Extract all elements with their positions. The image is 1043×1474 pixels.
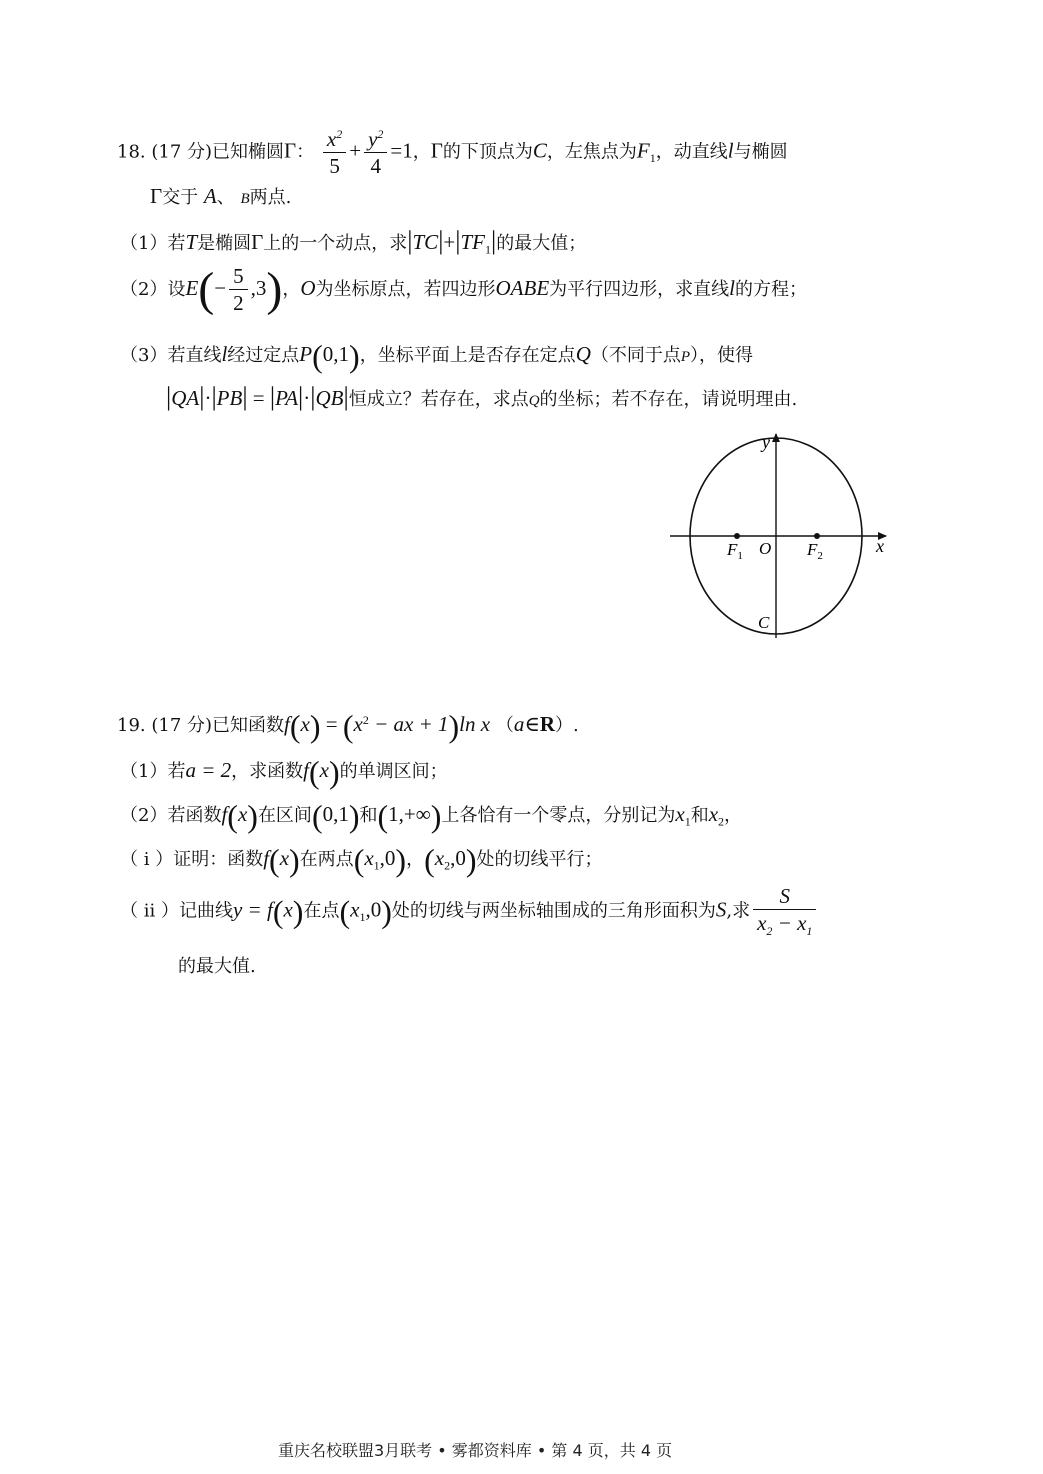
frac2-den: 4: [370, 154, 381, 178]
o-label: O: [759, 539, 772, 558]
stem-text: 是椭圆: [197, 233, 252, 254]
func-f: f: [303, 758, 309, 782]
func-f: f: [263, 846, 270, 870]
gamma-symbol: Γ: [150, 184, 163, 208]
q19-number: 19. (17 分)已知函数: [117, 715, 285, 736]
stem-text: 两点.: [249, 187, 292, 208]
stem-text: 的方程；: [735, 279, 808, 300]
point-p: P: [299, 342, 313, 366]
q18-part3: （3）若直线l经过定点P(0,1)，坐标平面上是否存在定点Q（不同于点P），使得: [120, 338, 754, 374]
part-label: （2）若函数: [120, 805, 222, 826]
fraction-x2-over-5: $\frac{x^2}{5}$: [323, 128, 346, 177]
line-l: l: [729, 276, 736, 300]
stem-text: 在两点: [299, 849, 354, 870]
segment-pa: PA: [275, 386, 299, 410]
segment-tf1: TF: [460, 230, 485, 254]
stem-text: （不同于点: [590, 345, 681, 366]
fraction-s-over-dx: [753, 886, 816, 937]
x2: x: [708, 802, 719, 826]
stem-text: ），使得: [690, 345, 754, 366]
segment-qb: QB: [315, 386, 344, 410]
segment-qa: QA: [171, 386, 200, 410]
q19-part-ii: （ ii ）记曲线y = f(x)在点$(x_1,0)$处的切线与两坐标轴围成的三角形面积为S,求 $\frac{S}{x_2 - x_1}$: [120, 886, 819, 937]
q19-part-ii-line2: [178, 958, 256, 976]
stem-text: 上的一个动点，求: [263, 233, 408, 254]
ellipse-figure: [660, 428, 900, 648]
poly-tail: − ax + 1: [368, 712, 449, 736]
gamma-symbol: Γ: [430, 138, 443, 163]
c-label: C: [758, 613, 770, 632]
reals-r: R: [539, 712, 556, 736]
a-equals-2: a = 2: [185, 758, 232, 782]
part-label: （1）若: [120, 233, 186, 254]
q18-stem-line: 18. (17 分)已知椭圆Γ： $\frac{x^2}{5}$ + $\frac{y^2}{4}$ =1，Γ的下顶点为C，左焦点为$F_1$，动直线l与椭圆: [117, 127, 788, 178]
stem-text: 交于: [162, 187, 199, 208]
zero-coord: ,0: [450, 846, 466, 870]
point-e: E: [185, 276, 199, 300]
q18-part3-line2: |QA|·|PB| = |PA|·|QB|恒成立？若存在，求点Q的坐标；若不存在，请说明理由.: [166, 382, 798, 411]
frac1-num: x: [326, 127, 337, 151]
f2-point: [814, 533, 820, 539]
stem-text: 处的切线与两坐标轴围成的三角形面积为: [391, 900, 716, 922]
stem-text: 处的切线平行；: [476, 849, 603, 870]
interval-1: 0,1: [322, 802, 349, 826]
ln-x: ln x: [459, 712, 491, 736]
equals-one: =1: [390, 138, 413, 163]
stem-text: 恒成立？若存在，求点: [348, 389, 529, 410]
stem-text: 和: [359, 805, 378, 826]
q19-part1: （1）若a = 2，求函数f(x)的单调区间；: [120, 754, 448, 790]
fraction-y2-over-4: $\frac{y^2}{4}$: [364, 128, 387, 177]
x2: x: [434, 846, 445, 870]
f1-point: [734, 533, 740, 539]
s-num: S: [753, 886, 816, 910]
stem-text: ，: [724, 805, 743, 826]
func-f: f: [266, 897, 273, 922]
stem-text: ，求函数: [231, 761, 304, 782]
var-x: x: [319, 758, 329, 782]
var-a: a: [513, 712, 525, 736]
fraction-5-over-2: [229, 266, 248, 314]
stem-text: 的最大值.: [178, 956, 256, 977]
stem-text: 上各恰有一个零点，分别记为: [441, 805, 676, 826]
paren-close: ）.: [555, 715, 579, 736]
stem-text: 的坐标；若不存在，请说明理由.: [539, 389, 798, 410]
x1: x: [675, 802, 685, 826]
point-b: B: [240, 191, 250, 207]
x1: x: [364, 846, 374, 870]
var-x: x: [283, 897, 293, 922]
gamma-symbol: Γ: [284, 138, 297, 163]
y-label: y: [762, 432, 770, 452]
line-l: l: [727, 138, 734, 163]
interval-2: 1,+∞: [388, 802, 431, 826]
f2-label: $F_2$: [807, 540, 823, 562]
stem-text: 和: [690, 805, 709, 826]
x2-minus-x1: $x_2 - x_1$: [757, 911, 813, 939]
point-a: A: [203, 184, 217, 208]
stem-text: ，动直线: [655, 141, 728, 163]
x1: x: [350, 897, 360, 922]
stem-text: ，左焦点为: [546, 141, 637, 163]
line-l: l: [221, 342, 228, 366]
point-t: T: [185, 230, 198, 254]
q19-part2: （2）若函数f(x)在区间(0,1)和(1,+∞)上各恰有一个零点，分别记为$x_1$和$x_2$，: [120, 798, 743, 834]
func-f: f: [284, 712, 290, 736]
paren-open: （: [495, 715, 514, 736]
stem-text: 在点: [303, 900, 340, 922]
stem-text: 、: [216, 187, 235, 208]
stem-text: 在区间: [257, 805, 312, 826]
q18-part1: （1）若T是椭圆Γ上的一个动点，求$|TC|+|TF_1|$的最大值；: [120, 226, 587, 257]
zero-coord: ,0: [365, 897, 382, 922]
zero-coord: ,0: [379, 846, 396, 870]
stem-text: 经过定点: [227, 345, 300, 366]
e-num: 5: [229, 266, 248, 290]
stem-text: 的下顶点为: [442, 141, 533, 163]
segment-pb: PB: [216, 386, 243, 410]
e-den: 2: [233, 291, 244, 315]
q19-part-i: （ i ）证明：函数f(x)在两点$(x_1,0)$，$(x_2,0)$处的切线平行；: [120, 842, 603, 878]
stem-text: ，: [406, 849, 425, 870]
p-coord: 0,1: [322, 342, 350, 366]
q18-stem-line2: [150, 186, 291, 207]
frac2-num: y: [368, 127, 378, 151]
stem-text: ，: [282, 279, 301, 300]
comma-text: ，: [412, 141, 431, 163]
colon-text: ：: [296, 141, 315, 163]
q18-part2: （2）设E(− $\frac{5}{2}$ ,3)，O为坐标原点，若四边形OABE为平行四边形，求直线l的方程；: [120, 263, 808, 316]
page-footer: 重庆名校联盟3月联考 • 雾都资料库 • 第 4 页，共 4 页: [278, 1441, 673, 1460]
q19-stem-line: 19. (17 分)已知函数$f(x) = (x^2$ − ax + 1)ln x （a∈R）.: [117, 708, 579, 744]
stem-text: 的单调区间；: [339, 761, 448, 782]
e-y: ,3: [250, 276, 267, 300]
gamma-symbol: Γ: [251, 230, 264, 254]
plus-sign: +: [349, 138, 362, 163]
point-q: Q: [575, 342, 591, 366]
element-of: ∈: [524, 712, 540, 736]
area-s: S: [715, 897, 727, 922]
var-x: x: [300, 712, 310, 736]
var-x: x: [237, 802, 248, 826]
q18-number: 18. (17 分)已知椭圆: [117, 141, 285, 163]
part-label: （2）设: [120, 279, 186, 300]
part-label: （ i ）证明：函数: [120, 849, 264, 870]
origin-o: O: [300, 276, 316, 300]
func-f: f: [221, 802, 228, 826]
part-label: （1）若: [120, 761, 186, 782]
frac1-den: 5: [329, 154, 340, 178]
stem-text: 与椭圆: [733, 141, 788, 163]
quad-oabe: OABE: [495, 276, 550, 300]
stem-text: ,求: [726, 900, 751, 922]
point-c: C: [532, 138, 547, 163]
stem-text: 为平行四边形，求直线: [549, 279, 730, 300]
f1-symbol: F: [636, 138, 650, 163]
part-label: （3）若直线: [120, 345, 222, 366]
x-label: x: [876, 536, 884, 556]
var-x: x: [279, 846, 290, 870]
point-q: Q: [528, 393, 540, 409]
part-label: （ ii ）记曲线: [120, 900, 233, 922]
stem-text: 为坐标原点，若四边形: [315, 279, 496, 300]
stem-text: ，坐标平面上是否存在定点: [359, 345, 576, 366]
segment-tc: TC: [412, 230, 439, 254]
var-x: x: [353, 712, 363, 736]
f1-label: $F_1$: [727, 540, 743, 562]
stem-text: 的最大值；: [496, 233, 587, 254]
point-p: P: [680, 349, 691, 365]
y-equals: y =: [232, 897, 267, 922]
